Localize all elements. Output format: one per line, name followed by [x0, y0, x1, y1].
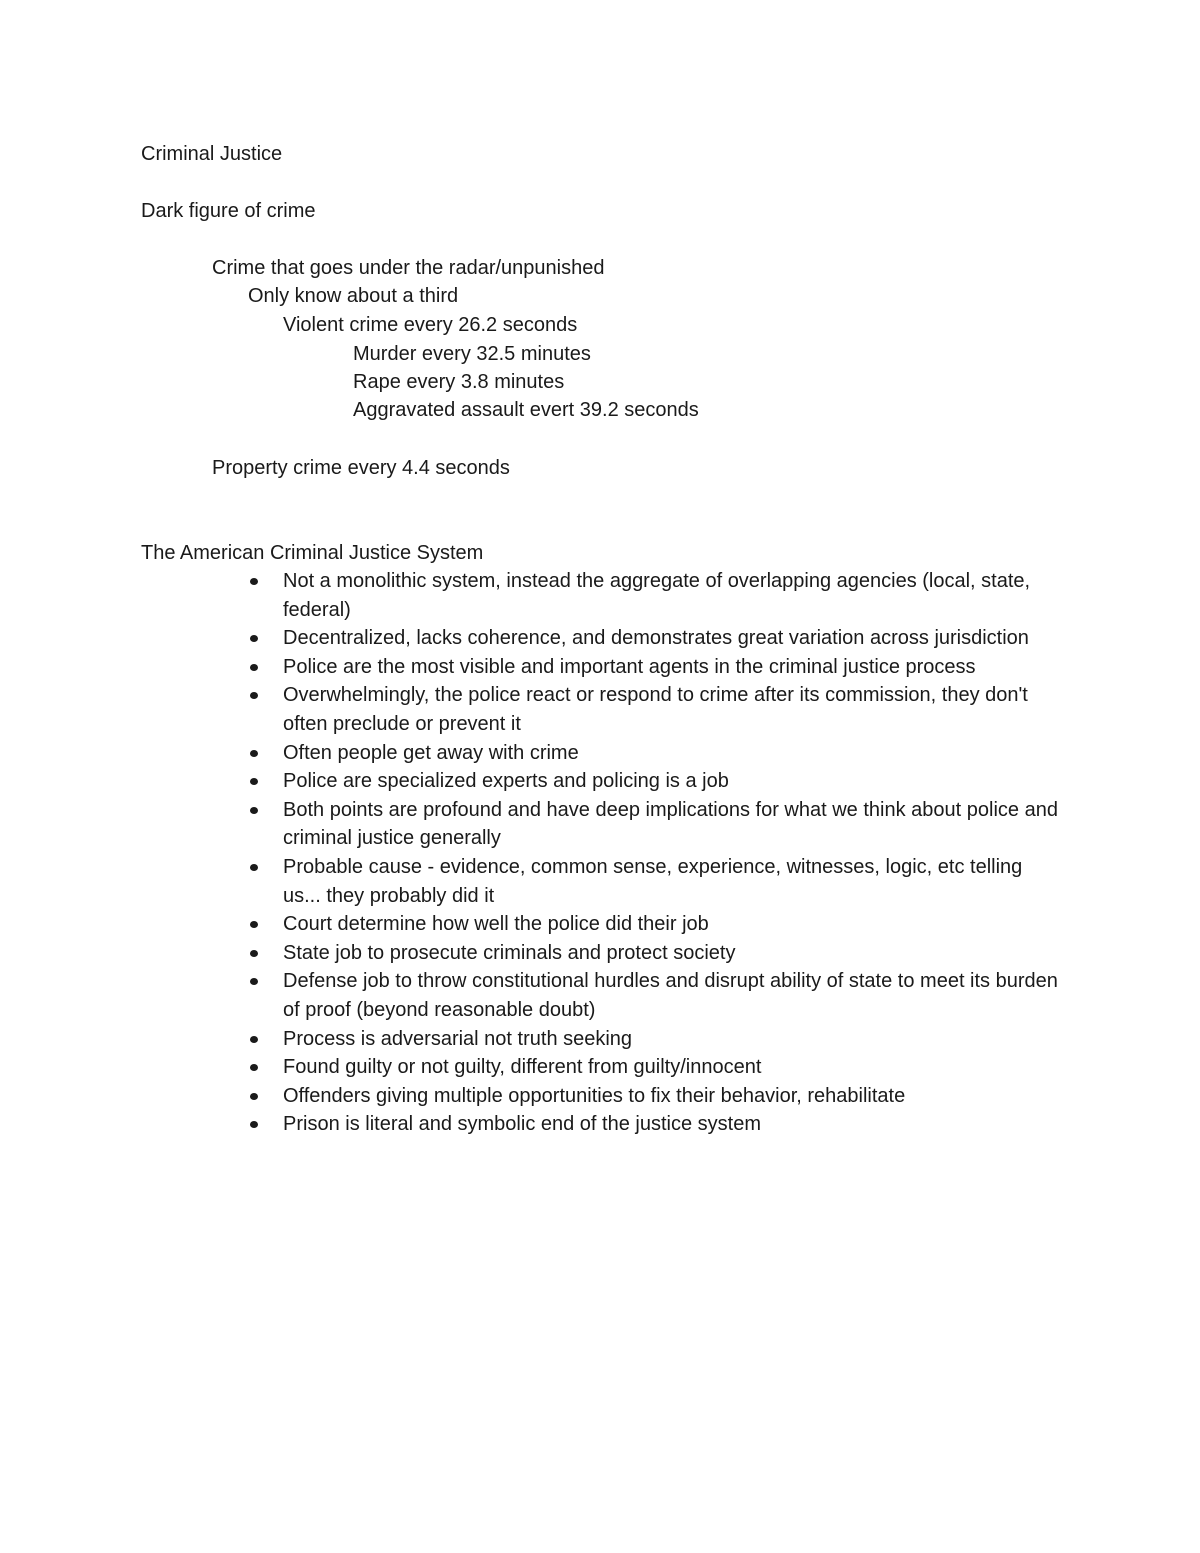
document-title: Criminal Justice [141, 143, 283, 165]
bullet-item: Decentralized, lacks coherence, and demonstrates great variation across jurisdiction [283, 624, 1063, 653]
bullet-item: Probable cause - evidence, common sense, experience, witnesses, logic, etc telling us... they probably did it [283, 853, 1063, 910]
property-crime-stat: Property crime every 4.4 seconds [212, 457, 510, 479]
bullet-dot-icon [250, 921, 258, 928]
bullet-dot-icon [250, 1121, 258, 1128]
bullet-item: Court determine how well the police did their job [283, 910, 1063, 939]
section-heading-justice-system: The American Criminal Justice System [141, 542, 484, 564]
bullet-dot-icon [250, 750, 258, 757]
bullet-dot-icon [250, 950, 258, 957]
bullet-item: Process is adversarial not truth seeking [283, 1025, 1063, 1054]
bullet-dot-icon [250, 978, 258, 985]
bullet-dot-icon [250, 1036, 258, 1043]
dark-figure-known: Only know about a third [248, 285, 459, 307]
bullet-item: State job to prosecute criminals and protect society [283, 939, 1063, 968]
bullet-dot-icon [250, 1064, 258, 1071]
section-heading-dark-figure: Dark figure of crime [141, 200, 316, 222]
bullet-item: Found guilty or not guilty, different from guilty/innocent [283, 1053, 1063, 1082]
rape-stat: Rape every 3.8 minutes [353, 371, 565, 393]
bullet-dot-icon [250, 578, 258, 585]
bullet-dot-icon [250, 635, 258, 642]
bullet-item: Prison is literal and symbolic end of the justice system [283, 1110, 1063, 1139]
dark-figure-definition: Crime that goes under the radar/unpunished [212, 257, 605, 279]
bullet-item: Often people get away with crime [283, 739, 1063, 768]
bullet-dot-icon [250, 1093, 258, 1100]
assault-stat: Aggravated assault evert 39.2 seconds [353, 399, 699, 421]
bullet-item: Police are the most visible and important agents in the criminal justice process [283, 653, 1063, 682]
violent-crime-stat: Violent crime every 26.2 seconds [283, 314, 578, 336]
bullet-dot-icon [250, 864, 258, 871]
bullet-dot-icon [250, 807, 258, 814]
bullet-item: Not a monolithic system, instead the aggregate of overlapping agencies (local, state, federal) [283, 567, 1063, 624]
bullet-item: Overwhelmingly, the police react or respond to crime after its commission, they don't often preclude or prevent it [283, 681, 1063, 738]
bullet-item: Both points are profound and have deep implications for what we think about police and criminal justice generally [283, 796, 1063, 853]
bullet-dot-icon [250, 778, 258, 785]
bullet-item: Police are specialized experts and policing is a job [283, 767, 1063, 796]
bullet-dot-icon [250, 664, 258, 671]
bullet-dot-icon [250, 692, 258, 699]
justice-system-bullet-list [283, 567, 1063, 1139]
murder-stat: Murder every 32.5 minutes [353, 343, 591, 365]
bullet-item: Defense job to throw constitutional hurdles and disrupt ability of state to meet its burden of proof (beyond reasonable doubt) [283, 967, 1063, 1024]
bullet-item: Offenders giving multiple opportunities to fix their behavior, rehabilitate [283, 1082, 1063, 1111]
